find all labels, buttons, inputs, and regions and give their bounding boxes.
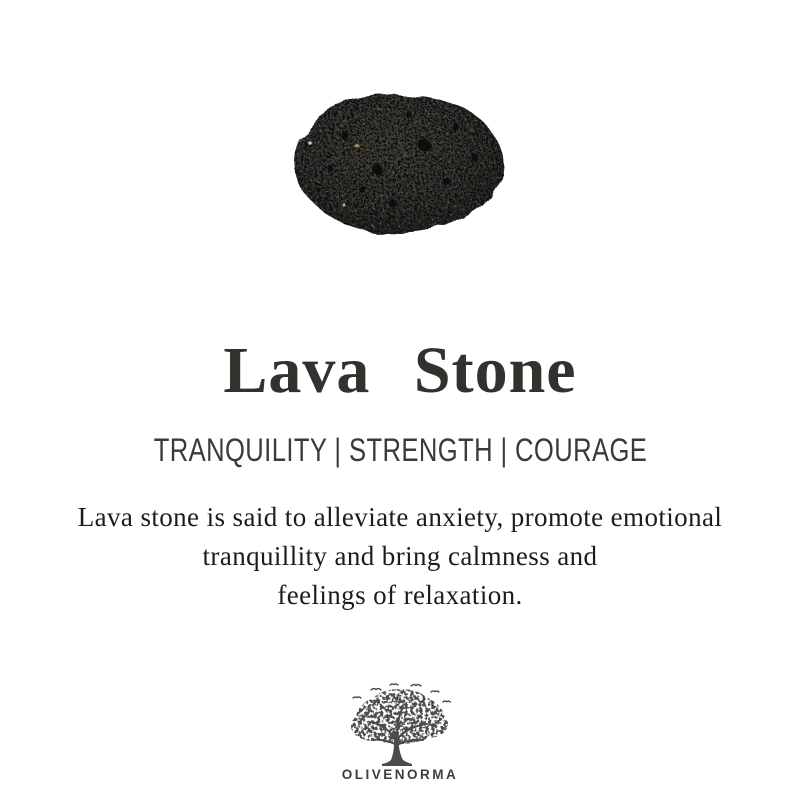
description-line-3: feelings of relaxation. (277, 580, 523, 610)
benefits-tagline-text: TRANQUILITY | STRENGTH | COURAGE (153, 432, 647, 468)
description-line-2: tranquillity and bring calmness and (202, 541, 598, 571)
brand-logo (335, 682, 465, 782)
brand-name: OLIVENORMA (341, 767, 459, 782)
lava-stone-image (284, 85, 514, 245)
description-line-1: Lava stone is said to alleviate anxiety, promote emotional (77, 502, 723, 532)
product-description (0, 498, 800, 615)
product-photo-lava-stone (284, 85, 514, 245)
olive-tree-icon (335, 682, 465, 768)
benefits-tagline (0, 433, 800, 468)
product-title: Lava Stone (223, 334, 577, 407)
